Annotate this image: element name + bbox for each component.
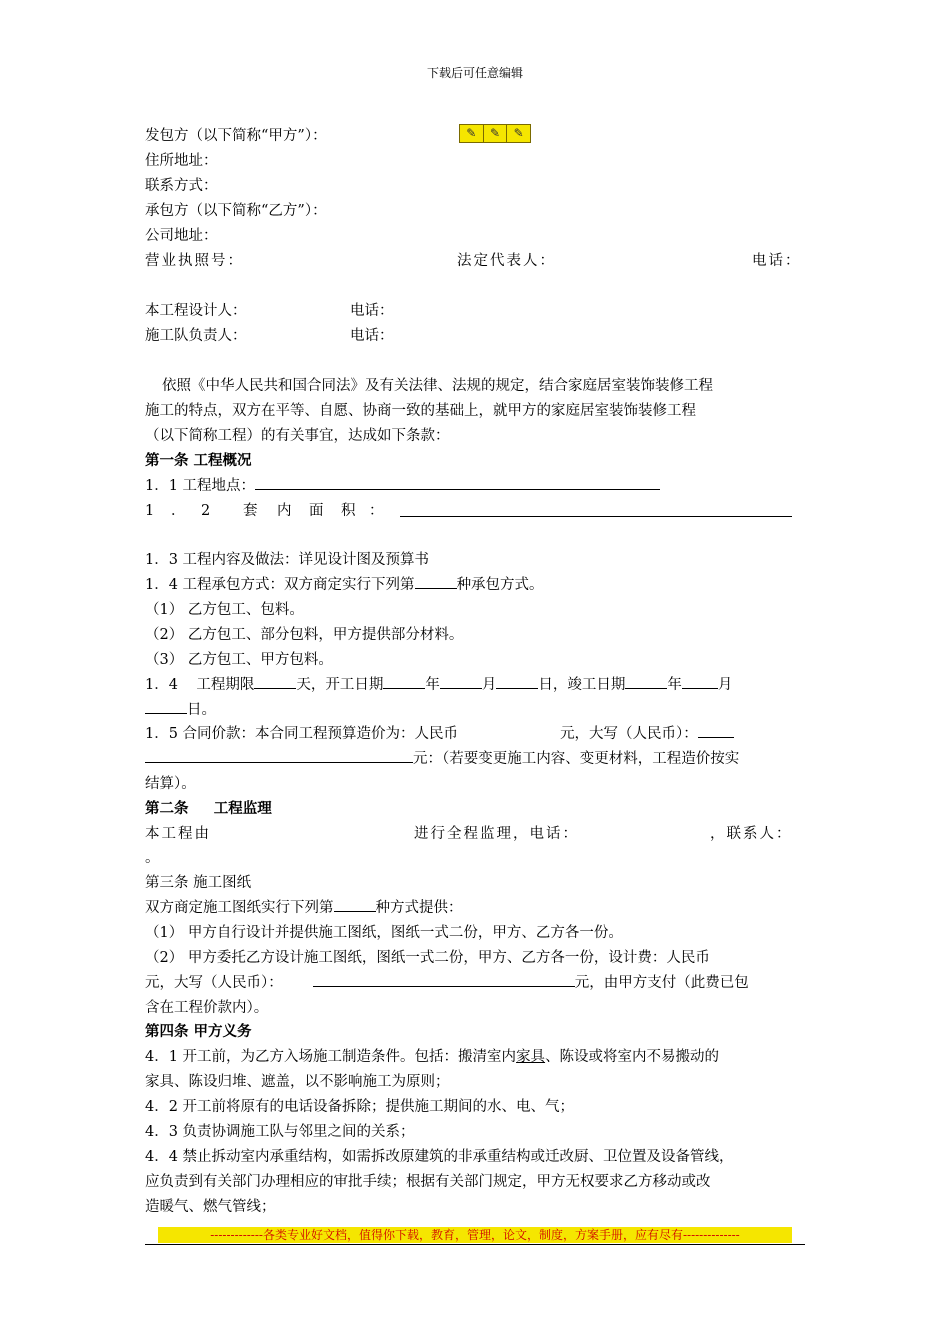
logo (459, 124, 531, 143)
article-3-title: 第三条 施工图纸 (145, 875, 252, 891)
intro-line-2: 施工的特点，双方在平等、自愿、协商一致的基础上，就甲方的家庭居室装饰装修工程 (145, 403, 696, 419)
supervision-contact-label: ，联系人： (710, 826, 793, 842)
price-capital-label: 元，大写（人民币）： (560, 726, 698, 742)
price-capital-blank-2 (145, 748, 413, 763)
start-day-blank (496, 674, 538, 689)
drawing-option-1: （1） 甲方自行设计并提供施工图纸，图纸一式二份，甲方、乙方各一份。 (145, 925, 623, 941)
document-icon: ✎ (513, 126, 524, 140)
finish-month-label: 月 (717, 677, 733, 693)
duty-4-3: 4．3 负责协调施工队与邻里之间的关系； (145, 1124, 415, 1140)
intro-line-3: （以下简称工程）的有关事宜，达成如下条款： (145, 428, 450, 444)
drawing-mode-blank (334, 897, 376, 912)
article-2-title (145, 797, 272, 821)
finish-year-label: 年 (667, 677, 682, 693)
duty-4-1-line-2: 家具、陈设归堆、遮盖，以不影响施工为原则； (145, 1074, 450, 1090)
contractor-line: 承包方（以下简称“乙方”）： (145, 203, 327, 219)
start-month-label: 月 (481, 677, 497, 693)
period-days-blank (254, 674, 296, 689)
footer-divider (145, 1244, 805, 1245)
legal-rep-label: 法定代表人： (457, 253, 556, 269)
site-line (145, 474, 660, 498)
furniture-link[interactable]: 家具 (516, 1049, 546, 1065)
drawing-mode-label: 双方商定施工图纸实行下列第 (145, 900, 334, 916)
finish-month-blank (682, 674, 718, 689)
area-num-1: 1 (145, 503, 155, 519)
finish-day-label: 日。 (187, 702, 216, 718)
start-year-blank (383, 674, 425, 689)
area-num-2: 2 (201, 503, 211, 519)
area-colon: ： (369, 503, 384, 519)
design-fee-note: 元，由甲方支付（此费已包 (574, 975, 749, 991)
article-2-text: 工程监理 (213, 800, 272, 817)
designer-label: 本工程设计人： (145, 303, 247, 319)
article-2-num: 第二条 (145, 800, 189, 817)
contract-mode-label: 1．4 工程承包方式：双方商定实行下列第 (145, 577, 415, 593)
drawing-option-2-line-2 (145, 971, 749, 995)
intro-line-1: 依照《中华人民共和国合同法》及有关法律、法规的规定，结合家庭居室装饰装修工程 (162, 378, 713, 394)
client-line: 发包方（以下简称“甲方”）： (145, 128, 327, 144)
content-line: 1．3 工程内容及做法：详见设计图及预算书 (145, 552, 430, 568)
design-fee-capital-label: 元，大写（人民币）： (145, 975, 283, 991)
area-char-2: 内 (277, 503, 292, 519)
start-year-label: 年 (425, 677, 440, 693)
price-line-3: 结算）。 (145, 776, 196, 792)
design-fee-blank (313, 972, 575, 987)
duty-4-2: 4．2 开工前将原有的电话设备拆除；提供施工期间的水、电、气； (145, 1099, 575, 1115)
drawing-mode-line (145, 896, 463, 920)
article-1-title: 第一条 工程概况 (145, 452, 252, 469)
drawing-option-2-line-3: 含在工程价款内）。 (145, 1000, 269, 1016)
price-line-2 (145, 747, 739, 771)
footer-banner[interactable]: -------------各类专业好文档，值得你下载，教育，管理，论文，制度，方案手册，应有尽有-------------- (158, 1227, 792, 1243)
client-address-line: 住所地址： (145, 153, 218, 169)
area-blank (400, 502, 792, 517)
duty-4-4-line-3: 造暖气、燃气管线； (145, 1199, 276, 1215)
finish-label: 日，竣工日期 (538, 677, 626, 693)
drawing-option-2: （2） 甲方委托乙方设计施工图纸，图纸一式二份，甲方、乙方各一份，设计费：人民币 (145, 950, 710, 966)
duty-4-4-line-1: 4．4 禁止拆动室内承重结构，如需拆改原建筑的非承重结构或迁改厨、卫位置及设备管线， (145, 1149, 734, 1165)
period-num: 1．4 (145, 677, 178, 693)
foreman-phone-label: 电话： (350, 328, 394, 344)
duty-4-1-text-2: 、陈设或将室内不易搬动的 (545, 1049, 720, 1065)
duty-4-1-text: 4．1 开工前，为乙方入场施工制造条件。包括：搬清室内 (145, 1049, 517, 1065)
price-label: 1．5 合同价款：本合同工程预算造价为：人民币 (145, 726, 459, 742)
price-line-1 (145, 722, 734, 746)
area-dot: ． (171, 503, 186, 519)
company-address-line: 公司地址： (145, 228, 218, 244)
mode-option-1: （1） 乙方包工、包料。 (145, 602, 304, 618)
supervision-phone-label: 进行全程监理，电话： (414, 826, 579, 842)
area-char-3: 面 (309, 503, 324, 519)
article-4-title: 第四条 甲方义务 (145, 1023, 252, 1040)
mode-option-3: （3） 乙方包工、甲方包料。 (145, 652, 333, 668)
contract-mode-line (145, 573, 544, 597)
designer-phone-label: 电话： (350, 303, 394, 319)
price-note: 元：（若要变更施工内容、变更材料，工程造价按实 (413, 751, 740, 767)
price-capital-blank (698, 723, 734, 738)
license-label: 营业执照号： (145, 253, 244, 269)
area-char-4: 积 (341, 503, 356, 519)
finish-year-blank (625, 674, 667, 689)
phone-label: 电话： (752, 253, 802, 269)
finish-day-blank (145, 699, 187, 714)
period-line-2 (145, 698, 216, 722)
supervision-label: 本工程由 (145, 826, 211, 842)
document-icon: ✎ (484, 125, 508, 142)
period-start-label: 天，开工日期 (296, 677, 384, 693)
site-blank (255, 475, 660, 490)
mode-option-2: （2） 乙方包工、部分包料，甲方提供部分材料。 (145, 627, 464, 643)
supervision-end: 。 (145, 850, 160, 866)
period-label: 工程期限 (196, 677, 255, 693)
area-char-1: 套 (243, 503, 258, 519)
duty-4-4-line-2: 应负责到有关部门办理相应的审批手续；根据有关部门规定，甲方无权要求乙方移动或改 (145, 1174, 711, 1190)
drawing-mode-suffix: 种方式提供： (375, 900, 463, 916)
page-header: 下载后可任意编辑 (426, 66, 523, 80)
duty-4-1-line-1 (145, 1045, 719, 1069)
contract-mode-blank (415, 574, 457, 589)
document-icon: ✎ (460, 125, 484, 142)
period-line (145, 673, 732, 697)
start-month-blank (440, 674, 482, 689)
contract-mode-suffix: 种承包方式。 (456, 577, 544, 593)
contact-line: 联系方式： (145, 178, 218, 194)
site-label: 1．1 工程地点： (145, 478, 256, 494)
foreman-label: 施工队负责人： (145, 328, 247, 344)
